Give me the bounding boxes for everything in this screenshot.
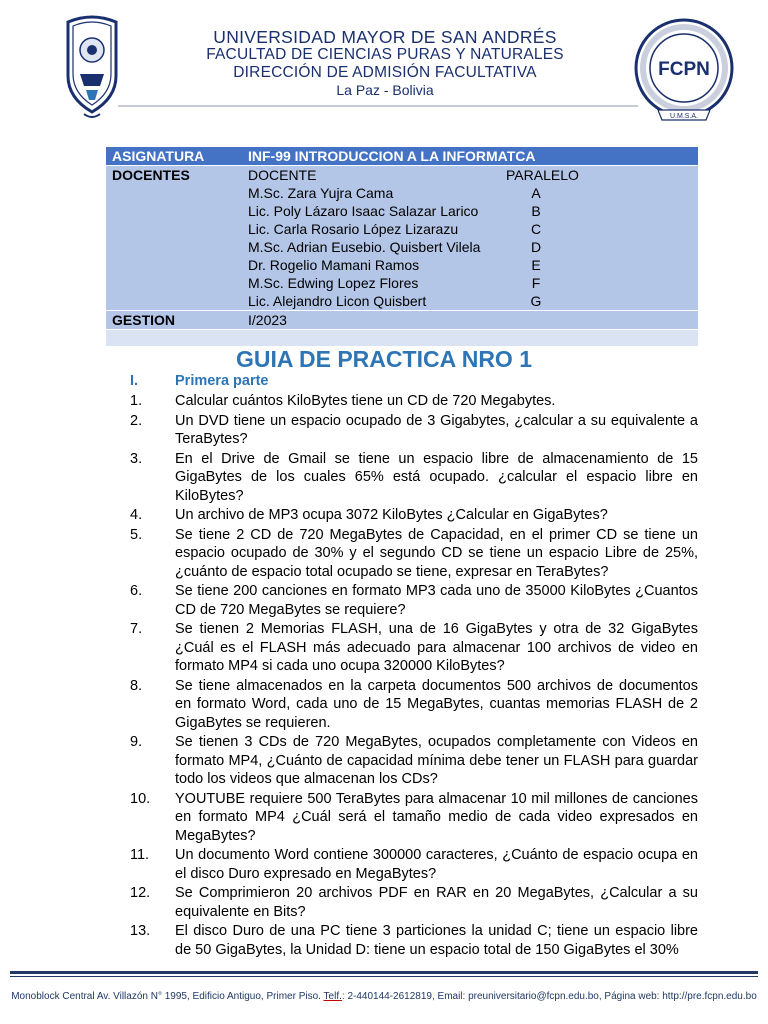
docente-paralelo: C (530, 221, 542, 237)
docente-name: M.Sc. Edwing Lopez Flores (248, 275, 419, 291)
section-number: I. (130, 373, 139, 389)
course-info-table (106, 147, 698, 346)
question-item (130, 582, 698, 619)
docente-paralelo: B (531, 203, 541, 219)
question-number: 1. (130, 393, 143, 409)
question-number: 13. (130, 923, 151, 939)
question-item (130, 450, 698, 506)
question-text: Se tiene 200 canciones en formato MP3 cada uno de 35000 KiloBytes ¿Cuantos CD de 720 MegaBytes se requiere? (175, 583, 698, 618)
question-text: Un DVD tiene un espacio ocupado de 3 Gigabytes, ¿calcular a su equivalente a TeraBytes? (175, 412, 698, 447)
header-divider (118, 105, 638, 107)
question-text: Se tienen 3 CDs de 720 MegaBytes, ocupados completamente con Videos en formato MP4, ¿Cuánto de capacidad mínima debe tener un FLASH para guardar todo los videos que almacenan los CDs? (175, 734, 698, 787)
header-title-block (150, 28, 620, 99)
faculty-name: FACULTAD DE CIENCIAS PURAS Y NATURALES (206, 46, 564, 63)
footer-address: Monoblock Central Av. Villazón N° 1995, Edificio Antiguo, Primer Piso. (11, 991, 321, 1002)
question-item (130, 620, 698, 676)
question-item (130, 392, 698, 411)
question-text: Se Comprimieron 20 archivos PDF en RAR en 20 MegaBytes, ¿Calcular a su equivalente en Bits? (175, 885, 698, 920)
question-text: Un documento Word contiene 300000 caracteres, ¿Cuánto de espacio ocupa en el disco Duro expresado en MegaBytes? (175, 847, 698, 882)
question-text: El disco Duro de una PC tiene 3 particiones la unidad C; tiene un espacio libre de 50 GigaBytes, la Unidad D: tiene un espacio total de 150 GigaBytes el 30% (175, 923, 698, 958)
direction-name: DIRECCIÓN DE ADMISIÓN FACULTATIVA (233, 64, 537, 81)
question-number: 9. (130, 734, 143, 750)
question-number: 10. (130, 790, 151, 807)
question-number: 2. (130, 412, 143, 429)
docente-item (248, 292, 692, 310)
section-heading (130, 373, 269, 390)
asignatura-row (106, 147, 698, 166)
city-name: La Paz - Bolivia (336, 82, 434, 98)
docentes-row (106, 166, 698, 311)
guide-title: GUIA DE PRACTICA NRO 1 (235, 346, 533, 372)
gestion-value: I/2023 (242, 311, 698, 330)
question-item (130, 846, 698, 883)
docente-name: M.Sc. Adrian Eusebio. Quisbert Vilela (248, 239, 481, 255)
docente-item (248, 274, 692, 292)
question-number: 4. (130, 507, 143, 523)
docente-paralelo: A (531, 185, 541, 201)
question-text: Se tienen 2 Memorias FLASH, una de 16 GigaBytes y otra de 32 GigaBytes ¿Cuál es el FLASH más adecuado para almacenar 100 archivos de video en formato MP4 si cada uno ocupa 320000 KiloBytes? (175, 621, 698, 674)
fcpn-logo (628, 14, 742, 128)
docente-paralelo: D (530, 239, 542, 255)
footer-tel-label: Telf. (323, 991, 342, 1002)
question-text: Calcular cuántos KiloBytes tiene un CD de 720 Megabytes. (175, 393, 556, 409)
question-text: En el Drive de Gmail se tiene un espacio libre de almacenamiento de 15 GigaBytes de los cuales 65% está ocupado. ¿calcular el espacio libre en KiloBytes? (175, 450, 698, 504)
blank-row (106, 330, 698, 347)
question-text: Se tiene 2 CD de 720 MegaBytes de Capacidad, en el primer CD se tiene un espacio ocupado de 30% y el segundo CD se tiene un espacio Libre de 25%, ¿cuánto de espacio total ocupado se tiene, expresar en TeraBytes? (175, 526, 698, 580)
docente-name: Lic. Carla Rosario López Lizarazu (248, 221, 459, 237)
docente-name: Dr. Rogelio Mamani Ramos (248, 257, 420, 273)
gestion-row (106, 311, 698, 330)
question-number: 3. (130, 450, 143, 467)
docentes-header-line (248, 166, 692, 184)
gestion-label: GESTION (106, 311, 242, 330)
docente-name: Lic. Poly Lázaro Isaac Salazar Larico (248, 203, 479, 219)
docente-item (248, 256, 692, 274)
docente-item (248, 202, 692, 220)
question-number: 7. (130, 621, 143, 637)
docente-item (248, 238, 692, 256)
question-text: Se tiene almacenados en la carpeta documentos 500 archivos de documentos en formato Word, cada uno de 15 MegaBytes, cuantas memorias FLASH de 2 GigaBytes se requieren. (175, 677, 698, 731)
university-name: UNIVERSIDAD MAYOR DE SAN ANDRÉS (213, 27, 557, 47)
footer-divider-thin (10, 976, 758, 977)
docente-paralelo: E (531, 257, 541, 273)
docente-item (248, 184, 692, 202)
docentes-label: DOCENTES (106, 166, 242, 311)
question-item (130, 526, 698, 582)
docentes-list (242, 166, 698, 311)
docente-name: Lic. Alejandro Licon Quisbert (248, 293, 427, 309)
question-list (130, 392, 698, 960)
asignatura-label: ASIGNATURA (106, 147, 242, 166)
footer-divider (10, 971, 758, 974)
asignatura-value: INF-99 INTRODUCCION A LA INFORMATCA (242, 147, 698, 166)
question-number: 11. (130, 847, 150, 863)
docente-name: M.Sc. Zara Yujra Cama (248, 185, 394, 201)
question-number: 5. (130, 526, 143, 543)
page-footer (0, 990, 768, 1004)
docente-header: DOCENTE (248, 167, 317, 183)
section-title: Primera parte (175, 373, 269, 389)
question-number: 12. (130, 885, 151, 901)
umsa-label: U.M.S.A. (669, 113, 699, 120)
umsa-seal-logo (62, 14, 122, 120)
question-text: YOUTUBE requiere 500 TeraBytes para almacenar 10 mil millones de canciones en formato MP4 ¿Cuál será el tamaño medio de cada video expresados en MegaBytes? (175, 790, 698, 844)
question-number: 6. (130, 583, 143, 599)
question-item (130, 790, 698, 846)
question-item (130, 922, 698, 959)
question-item (130, 412, 698, 449)
question-item (130, 677, 698, 733)
docente-paralelo: G (530, 293, 542, 309)
paralelo-header: PARALELO (506, 167, 579, 183)
docente-item (248, 220, 692, 238)
page-header (0, 0, 768, 135)
question-number: 8. (130, 677, 143, 694)
footer-contact: : 2-440144-2612819, Email: preuniversitario@fcpn.edu.bo, Página web: http://pre.fcpn.edu.bo (341, 991, 757, 1002)
question-item (130, 733, 698, 789)
question-item (130, 884, 698, 921)
question-text: Un archivo de MP3 ocupa 3072 KiloBytes ¿Calcular en GigaBytes? (175, 507, 608, 523)
docente-paralelo: F (531, 275, 541, 291)
question-item (130, 506, 698, 525)
fcpn-logo-text: FCPN (658, 59, 710, 80)
